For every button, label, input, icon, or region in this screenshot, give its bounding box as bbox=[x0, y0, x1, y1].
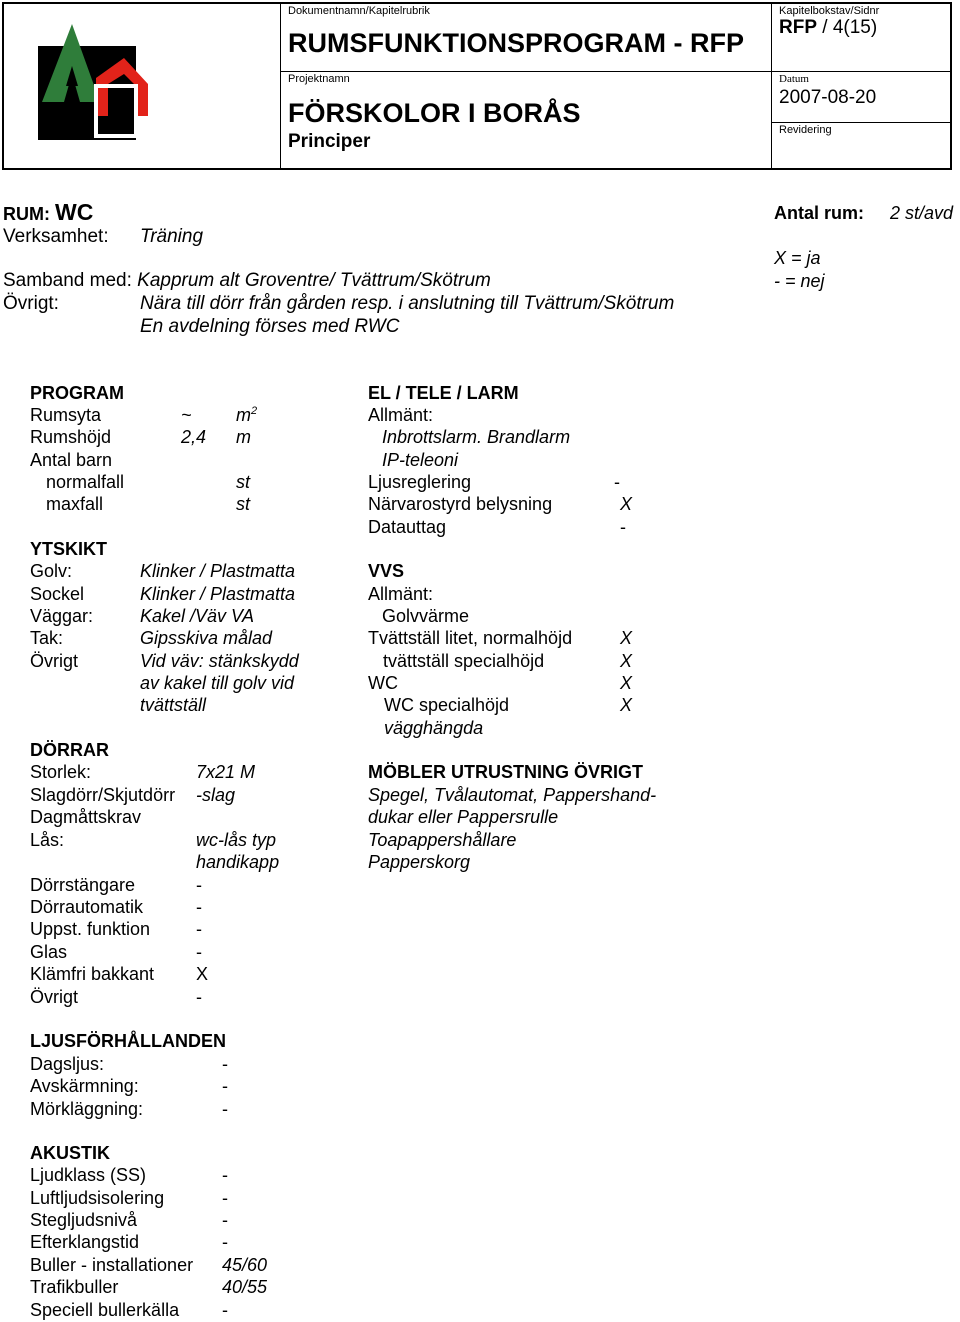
header-divider bbox=[280, 71, 952, 72]
ytskikt-label: Sockel bbox=[30, 584, 85, 604]
ljus-label: Mörkläggning: bbox=[30, 1099, 144, 1119]
akustik-value: - bbox=[222, 1210, 228, 1230]
vvs-label: WC bbox=[368, 673, 398, 693]
vvs-golvvarme: Golvvärme bbox=[382, 606, 470, 626]
ytskikt-extra: av kakel till golv vid bbox=[140, 673, 295, 693]
ljus-value: - bbox=[222, 1076, 228, 1096]
dorr-value: - bbox=[196, 942, 202, 962]
akustik-label: Luftljudsisolering bbox=[30, 1188, 165, 1208]
samband-row bbox=[3, 270, 491, 292]
company-logo bbox=[38, 22, 150, 140]
dorr-label: Uppst. funktion bbox=[30, 919, 151, 939]
vvs-value: X bbox=[620, 673, 633, 693]
el-allmant: Allmänt: bbox=[368, 405, 434, 425]
page-value: / 4(15) bbox=[817, 17, 878, 38]
room-label: RUM: bbox=[3, 204, 55, 224]
samband-label: Samband med: bbox=[3, 270, 138, 291]
mobler-line: Papperskorg bbox=[368, 852, 471, 872]
ljus-label: Dagsljus: bbox=[30, 1054, 105, 1074]
ovrigt-line: En avdelning förses med RWC bbox=[140, 316, 400, 337]
rumsyta-value: ~ bbox=[181, 405, 192, 425]
akustik-value: - bbox=[222, 1232, 228, 1252]
akustik-value: - bbox=[222, 1188, 228, 1208]
page-number bbox=[779, 17, 877, 39]
doc-label: Dokumentnamn/Kapitelrubrik bbox=[288, 5, 430, 17]
ovrigt-label: Övrigt: bbox=[3, 293, 59, 314]
ljus-heading: LJUSFÖRHÅLLANDEN bbox=[30, 1031, 226, 1051]
rumsyta-unit bbox=[236, 405, 257, 426]
ljus-label: Avskärmning: bbox=[30, 1076, 139, 1096]
dorr-value: - bbox=[196, 897, 202, 917]
ytskikt-value: Vid väv: stänkskydd bbox=[140, 651, 299, 671]
unit: m bbox=[236, 405, 251, 425]
las-value: handikapp bbox=[196, 852, 280, 872]
antal-barn-label: Antal barn bbox=[30, 450, 113, 470]
rumshojd-value: 2,4 bbox=[181, 427, 207, 447]
mobler-line: Toapappershållare bbox=[368, 830, 517, 850]
akustik-label: Buller - installationer bbox=[30, 1255, 194, 1275]
revision-label: Revidering bbox=[779, 124, 832, 136]
ytskikt-label: Tak: bbox=[30, 628, 64, 648]
maxfall-unit: st bbox=[236, 494, 251, 514]
vvs-value: X bbox=[620, 628, 633, 648]
akustik-value: 40/55 bbox=[222, 1277, 268, 1297]
dorr-label: Övrigt bbox=[30, 987, 79, 1007]
normalfall-label: normalfall bbox=[46, 472, 125, 492]
page-label: Kapitelbokstav/Sidnr bbox=[779, 5, 880, 17]
las-value: wc-lås typ bbox=[196, 830, 277, 850]
ytskikt-value: Klinker / Plastmatta bbox=[140, 561, 296, 581]
slag-value: -slag bbox=[196, 785, 236, 805]
el-value: - bbox=[614, 472, 620, 492]
akustik-label: Stegljudsnivå bbox=[30, 1210, 138, 1230]
akustik-value: - bbox=[222, 1165, 228, 1185]
storlek-value: 7x21 M bbox=[196, 762, 256, 782]
dorr-value: - bbox=[196, 919, 202, 939]
vvs-label: tvättställ specialhöjd bbox=[383, 651, 545, 671]
dorr-value: X bbox=[196, 964, 209, 984]
project-title: FÖRSKOLOR I BORÅS bbox=[288, 98, 581, 128]
verksamhet-label: Verksamhet: bbox=[3, 226, 109, 247]
vvs-label: Tvättställ litet, normalhöjd bbox=[368, 628, 573, 648]
el-value: X bbox=[620, 494, 633, 514]
akustik-label: Efterklangstid bbox=[30, 1232, 140, 1252]
samband-value: Kapprum alt Groventre/ Tvättrum/Skötrum bbox=[137, 270, 491, 291]
unit-sup: 2 bbox=[251, 405, 258, 417]
el-value: - bbox=[620, 517, 626, 537]
vvs-allmant: Allmänt: bbox=[368, 584, 434, 604]
las-label: Lås: bbox=[30, 830, 65, 850]
date-value: 2007-08-20 bbox=[779, 87, 877, 108]
antal-rum-label: Antal rum: bbox=[774, 203, 864, 223]
akustik-value: 45/60 bbox=[222, 1255, 268, 1275]
dorr-label: Glas bbox=[30, 942, 68, 962]
ytskikt-label: Golv: bbox=[30, 561, 73, 581]
akustik-heading: AKUSTIK bbox=[30, 1143, 110, 1163]
el-label: Datauttag bbox=[368, 517, 447, 537]
vvs-value: X bbox=[620, 651, 633, 671]
dorrar-heading: DÖRRAR bbox=[30, 740, 109, 760]
mobler-heading: MÖBLER UTRUSTNING ÖVRIGT bbox=[368, 762, 643, 782]
antal-rum-value: 2 st/avd bbox=[890, 203, 954, 223]
header-divider bbox=[771, 122, 952, 123]
vvs-heading: VVS bbox=[368, 561, 405, 581]
ytskikt-value: Kakel /Väv VA bbox=[140, 606, 255, 626]
akustik-value: - bbox=[222, 1300, 228, 1320]
dorr-value: - bbox=[196, 875, 202, 895]
storlek-label: Storlek: bbox=[30, 762, 92, 782]
el-label: Närvarostyrd belysning bbox=[368, 494, 553, 514]
dorr-label: Dörrstängare bbox=[30, 875, 136, 895]
ovrigt-line: Nära till dörr från gården resp. i anslutning till Tvättrum/Skötrum bbox=[140, 293, 675, 314]
legend-ja: X = ja bbox=[774, 248, 821, 268]
header-divider bbox=[771, 2, 772, 170]
room-title bbox=[3, 199, 93, 226]
rumshojd-unit: m bbox=[236, 427, 251, 447]
vvs-label: WC specialhöjd bbox=[384, 695, 510, 715]
slag-label: Slagdörr/Skjutdörr bbox=[30, 785, 176, 805]
doc-title: RUMSFUNKTIONSPROGRAM - RFP bbox=[288, 28, 744, 58]
el-label: Ljusreglering bbox=[368, 472, 472, 492]
vvs-note: vägghängda bbox=[384, 718, 484, 738]
dorr-label: Klämfri bakkant bbox=[30, 964, 155, 984]
project-label: Projektnamn bbox=[288, 73, 350, 85]
program-heading: PROGRAM bbox=[30, 383, 124, 403]
el-heading: EL / TELE / LARM bbox=[368, 383, 519, 403]
date-label: Datum bbox=[779, 73, 809, 85]
page-code: RFP bbox=[779, 17, 817, 38]
rumsyta-label: Rumsyta bbox=[30, 405, 102, 425]
dorr-label: Dörrautomatik bbox=[30, 897, 144, 917]
ljus-value: - bbox=[222, 1099, 228, 1119]
mobler-line: Spegel, Tvålautomat, Pappershand- bbox=[368, 785, 657, 805]
normalfall-unit: st bbox=[236, 472, 251, 492]
ytskikt-value: Klinker / Plastmatta bbox=[140, 584, 296, 604]
akustik-label: Trafikbuller bbox=[30, 1277, 119, 1297]
ytskikt-extra: tvättställ bbox=[140, 695, 207, 715]
ytskikt-heading: YTSKIKT bbox=[30, 539, 108, 559]
ytskikt-label: Väggar: bbox=[30, 606, 94, 626]
ytskikt-label: Övrigt bbox=[30, 651, 79, 671]
project-subtitle: Principer bbox=[288, 131, 371, 152]
dagmatt-label: Dagmåttskrav bbox=[30, 807, 142, 827]
rumshojd-label: Rumshöjd bbox=[30, 427, 112, 447]
maxfall-label: maxfall bbox=[46, 494, 104, 514]
verksamhet-value: Träning bbox=[140, 226, 204, 247]
akustik-label: Speciell bullerkälla bbox=[30, 1300, 180, 1320]
mobler-line: dukar eller Pappersrulle bbox=[368, 807, 559, 827]
ljus-value: - bbox=[222, 1054, 228, 1074]
dorr-value: - bbox=[196, 987, 202, 1007]
header-divider bbox=[280, 2, 281, 170]
room-value: WC bbox=[55, 199, 94, 225]
el-item: Inbrottslarm. Brandlarm bbox=[382, 427, 571, 447]
legend-nej: - = nej bbox=[774, 271, 825, 291]
el-item: IP-teleoni bbox=[382, 450, 459, 470]
akustik-label: Ljudklass (SS) bbox=[30, 1165, 147, 1185]
ytskikt-value: Gipsskiva målad bbox=[140, 628, 273, 648]
vvs-value: X bbox=[620, 695, 633, 715]
